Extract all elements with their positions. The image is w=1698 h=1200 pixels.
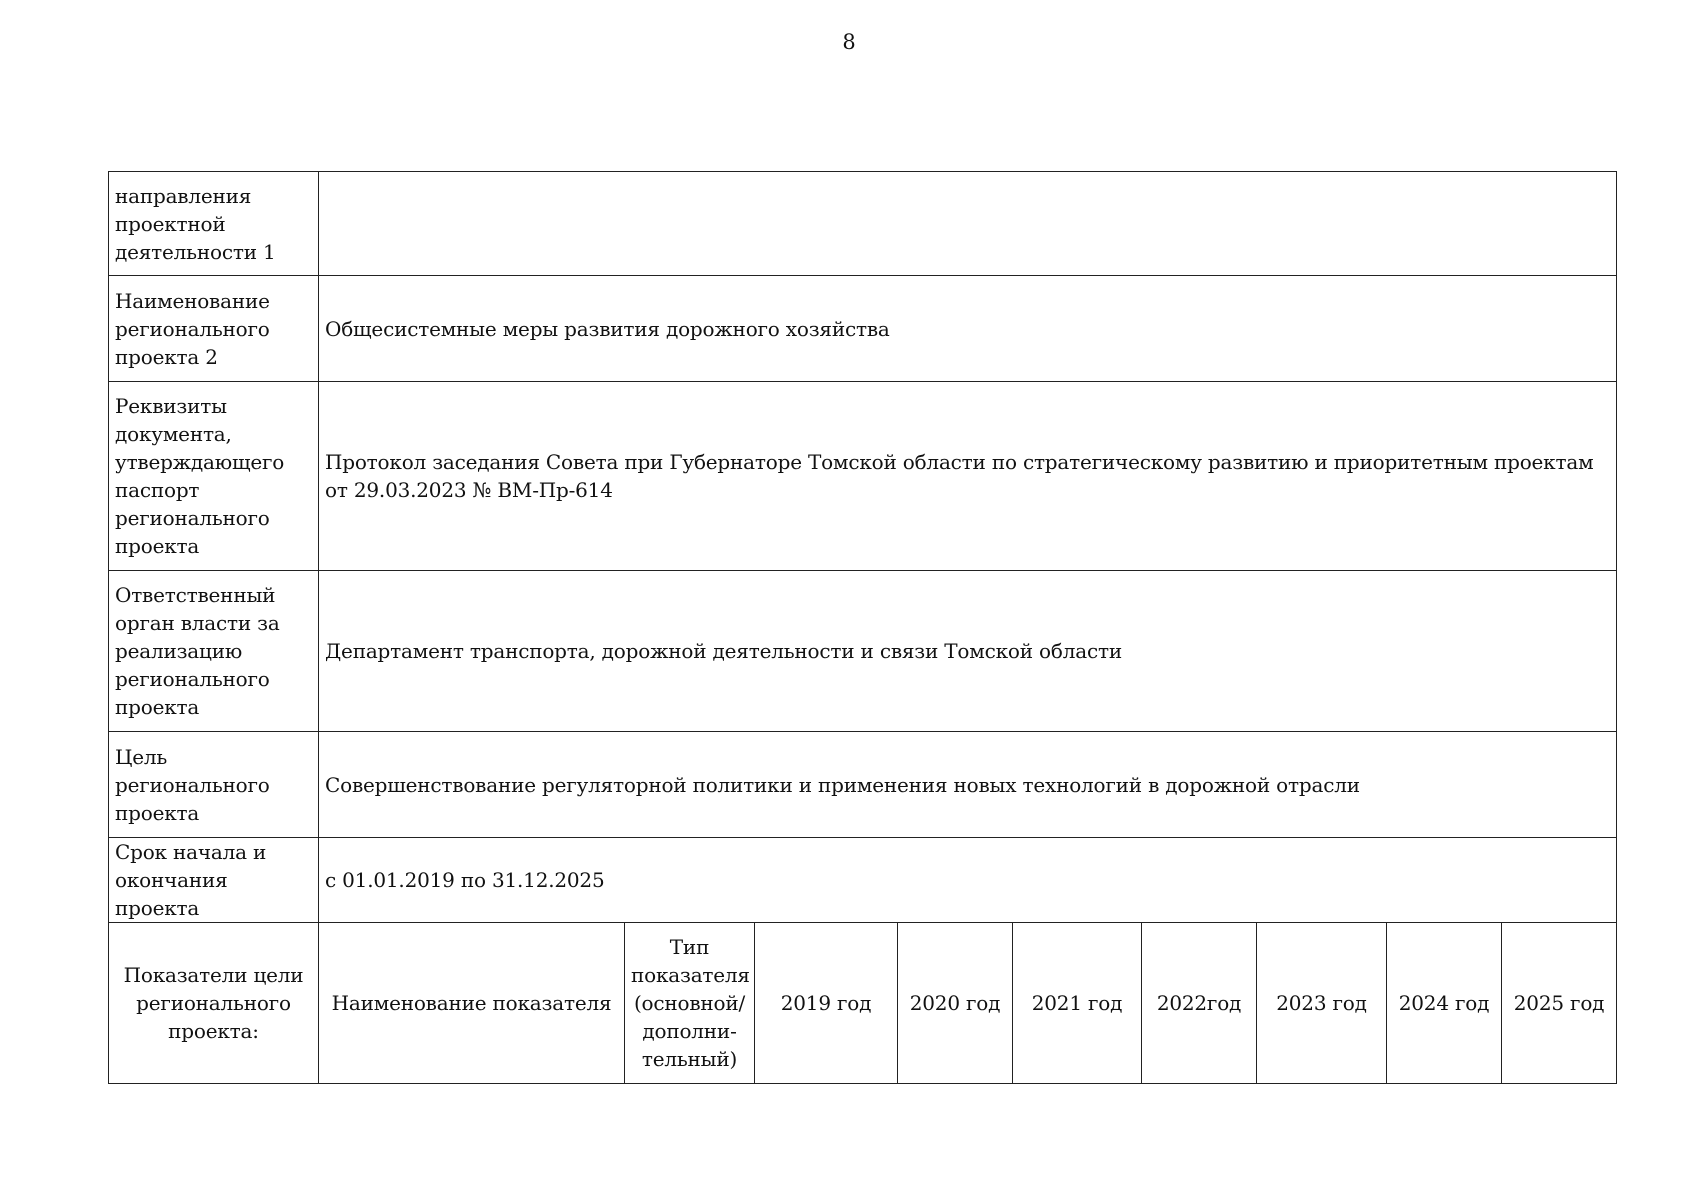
row-label: направления проектной деятельности 1 bbox=[109, 172, 319, 276]
row-label: Наименование регионального проекта 2 bbox=[109, 276, 319, 382]
row-value: Протокол заседания Совета при Губернаторе Томской области по стратегическому развитию и приоритетным проектам от 29.03.2023 № ВМ-Пр-614 bbox=[319, 382, 1617, 571]
indicators-header-row bbox=[109, 923, 1617, 1084]
year-header: 2025 год bbox=[1502, 923, 1617, 1084]
row-label: Ответственный орган власти за реализацию регионального проекта bbox=[109, 571, 319, 732]
indicators-label: Показатели цели регионального проекта: bbox=[109, 923, 319, 1084]
page-number: 8 bbox=[842, 30, 856, 54]
table-row bbox=[109, 382, 1617, 571]
year-header: 2024 год bbox=[1387, 923, 1502, 1084]
indicator-name-header: Наименование показателя bbox=[319, 923, 625, 1084]
row-label: Реквизиты документа, утверждающего паспорт регионального проекта bbox=[109, 382, 319, 571]
indicator-type-header: Тип показателя (основной/ дополни-тельный) bbox=[625, 923, 755, 1084]
project-passport-table bbox=[108, 171, 1617, 1084]
table-row bbox=[109, 571, 1617, 732]
year-header: 2023 год bbox=[1257, 923, 1387, 1084]
row-value: Общесистемные меры развития дорожного хозяйства bbox=[319, 276, 1617, 382]
table-row bbox=[109, 172, 1617, 276]
year-header: 2020 год bbox=[898, 923, 1013, 1084]
row-value: с 01.01.2019 по 31.12.2025 bbox=[319, 838, 1617, 923]
year-header: 2022год bbox=[1142, 923, 1257, 1084]
table-row bbox=[109, 732, 1617, 838]
table-row bbox=[109, 276, 1617, 382]
year-header: 2019 год bbox=[755, 923, 898, 1084]
row-label: Срок начала и окончания проекта bbox=[109, 838, 319, 923]
row-label: Цель регионального проекта bbox=[109, 732, 319, 838]
row-value: Департамент транспорта, дорожной деятельности и связи Томской области bbox=[319, 571, 1617, 732]
row-value: Совершенствование регуляторной политики и применения новых технологий в дорожной отрасли bbox=[319, 732, 1617, 838]
table-row bbox=[109, 838, 1617, 923]
year-header: 2021 год bbox=[1013, 923, 1142, 1084]
row-value bbox=[319, 172, 1617, 276]
